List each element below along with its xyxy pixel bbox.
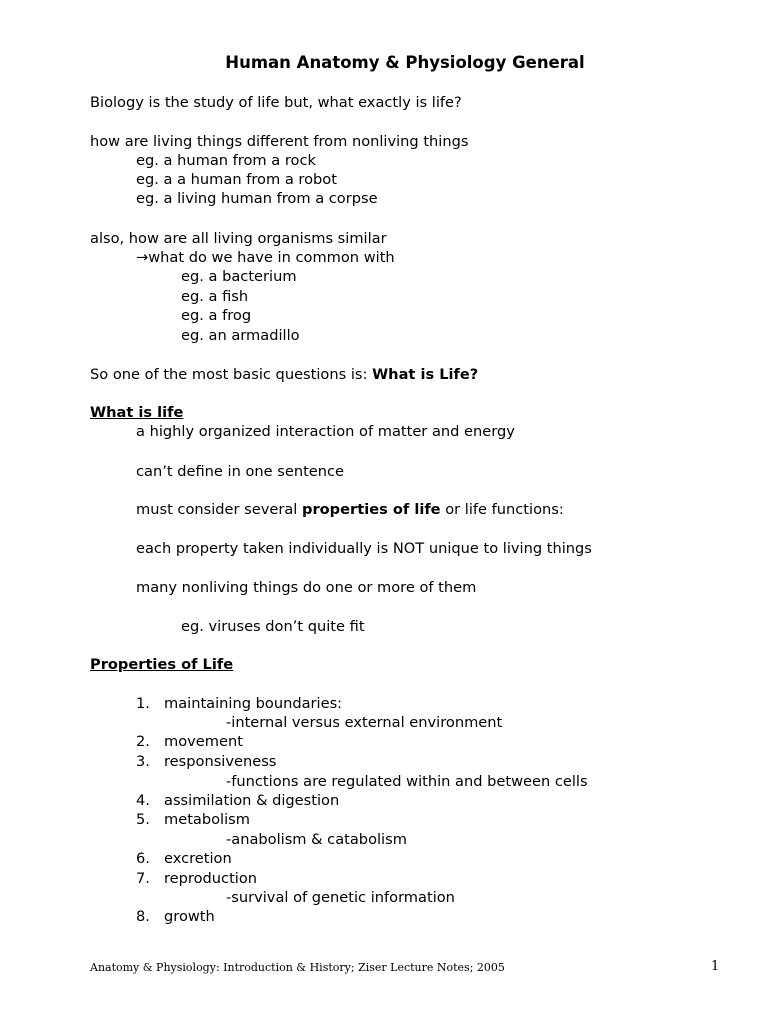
list-number: 5. xyxy=(136,811,150,828)
list-subitem: -anabolism & catabolism xyxy=(226,831,407,848)
list-item xyxy=(136,869,257,888)
page-footer: Anatomy & Physiology: Introduction & History; Ziser Lecture Notes; 2005 xyxy=(90,961,505,974)
list-number: 2. xyxy=(136,733,150,750)
list-label: metabolism xyxy=(164,811,250,828)
page-title: Human Anatomy & Physiology General xyxy=(225,53,585,72)
question-line: how are living things different from nonliving things xyxy=(90,133,469,150)
body-line: can’t define in one sentence xyxy=(136,463,345,480)
body-line: many nonliving things do one or more of them xyxy=(136,579,477,596)
list-number: 1. xyxy=(136,695,150,712)
list-number: 7. xyxy=(136,870,150,887)
list-label: growth xyxy=(164,908,215,925)
list-number: 8. xyxy=(136,908,150,925)
example-line: eg. a frog xyxy=(181,307,252,324)
list-number: 4. xyxy=(136,792,150,809)
body-line: each property taken individually is NOT unique to living things xyxy=(136,540,592,557)
section-heading-properties: Properties of Life xyxy=(90,656,234,673)
body-line-bold: properties of life xyxy=(302,501,441,518)
example-line: eg. a living human from a corpse xyxy=(136,190,378,207)
question-line: also, how are all living organisms similar xyxy=(90,230,387,247)
intro-line: Biology is the study of life but, what exactly is life? xyxy=(90,94,462,111)
arrow-icon: → xyxy=(136,249,149,266)
list-label: assimilation & digestion xyxy=(164,792,340,809)
list-item xyxy=(136,732,243,751)
page-number: 1 xyxy=(711,959,720,974)
list-label: movement xyxy=(164,733,243,750)
list-subitem: -internal versus external environment xyxy=(226,714,503,731)
list-label: responsiveness xyxy=(164,753,277,770)
body-line-prefix: must consider several xyxy=(136,501,303,518)
basic-question-prefix: So one of the most basic questions is: xyxy=(90,366,373,383)
list-item xyxy=(136,849,232,868)
arrow-text: what do we have in common with xyxy=(148,249,395,266)
list-item xyxy=(136,907,215,926)
list-number: 6. xyxy=(136,850,150,867)
list-label: excretion xyxy=(164,850,232,867)
list-item xyxy=(136,810,250,829)
example-line: eg. a bacterium xyxy=(181,268,297,285)
basic-question-line xyxy=(90,365,478,384)
body-line: a highly organized interaction of matter and energy xyxy=(136,423,515,440)
example-line: eg. a human from a rock xyxy=(136,152,316,169)
section-heading-what-is-life: What is life xyxy=(90,404,184,421)
list-subitem: -survival of genetic information xyxy=(226,889,455,906)
body-line-suffix: or life functions: xyxy=(440,501,564,518)
example-line: eg. a a human from a robot xyxy=(136,171,337,188)
example-line: eg. a fish xyxy=(181,288,249,305)
list-item xyxy=(136,694,342,713)
body-line xyxy=(136,500,564,519)
list-label: maintaining boundaries: xyxy=(164,695,343,712)
list-item xyxy=(136,791,339,810)
example-line: eg. an armadillo xyxy=(181,327,300,344)
list-item xyxy=(136,752,276,771)
body-line: eg. viruses don’t quite fit xyxy=(181,618,365,635)
arrow-line xyxy=(136,248,395,267)
list-number: 3. xyxy=(136,753,150,770)
basic-question-bold: What is Life? xyxy=(372,366,479,383)
list-label: reproduction xyxy=(164,870,258,887)
list-subitem: -functions are regulated within and between cells xyxy=(226,773,588,790)
